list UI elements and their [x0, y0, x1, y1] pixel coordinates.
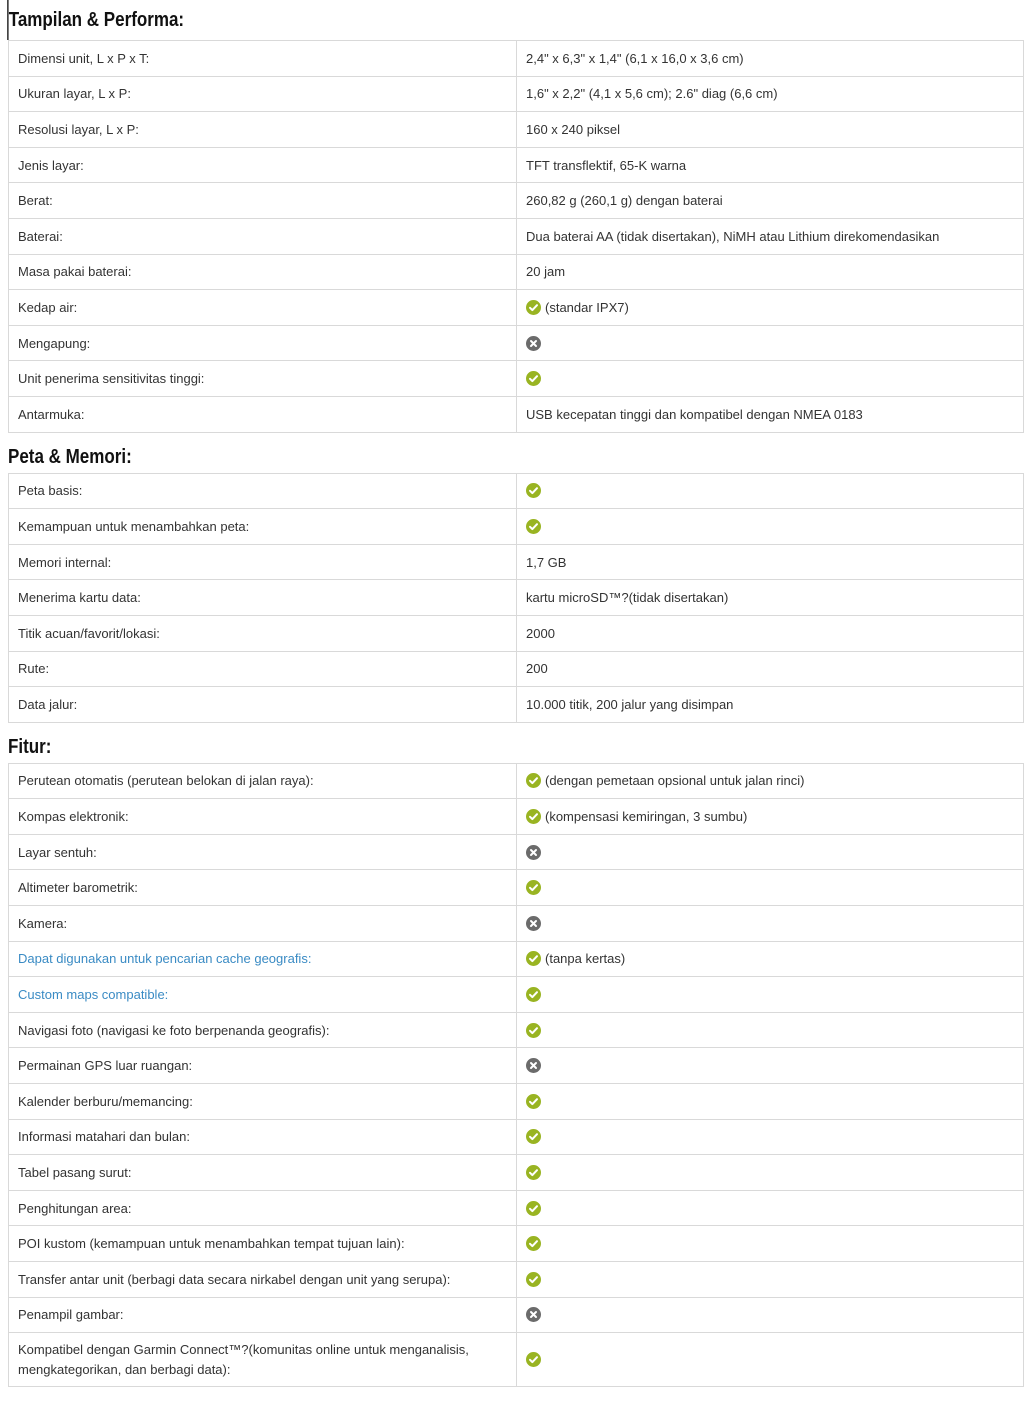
check-icon	[526, 1165, 541, 1180]
spec-value-cell	[517, 1155, 1024, 1191]
spec-row	[9, 941, 1024, 977]
check-icon	[526, 880, 541, 895]
spec-value: 160 x 240 piksel	[526, 121, 620, 137]
spec-label: Perutean otomatis (perutean belokan di jalan raya):	[18, 773, 314, 789]
spec-label-cell	[9, 1333, 517, 1387]
spec-label: Altimeter barometrik:	[18, 880, 138, 896]
section-title: Fitur:	[8, 735, 52, 758]
check-icon	[526, 1236, 541, 1251]
spec-label-cell	[9, 870, 517, 906]
spec-value: 10.000 titik, 200 jalur yang disimpan	[526, 696, 734, 712]
spec-row	[9, 1012, 1024, 1048]
spec-row	[9, 906, 1024, 942]
check-icon	[526, 1272, 541, 1287]
spec-value-cell	[517, 977, 1024, 1013]
spec-value: 260,82 g (260,1 g) dengan baterai	[526, 193, 723, 209]
spec-label-cell	[9, 1084, 517, 1120]
spec-label: Unit penerima sensitivitas tinggi:	[18, 371, 205, 387]
spec-label-cell	[9, 651, 517, 687]
spec-label-cell	[9, 977, 517, 1013]
spec-row	[9, 41, 1024, 77]
spec-row	[9, 1333, 1024, 1387]
spec-value-cell	[517, 870, 1024, 906]
spec-value: 2000	[526, 625, 555, 641]
spec-value: kartu microSD™?(tidak disertakan)	[526, 590, 729, 606]
spec-row	[9, 1297, 1024, 1333]
spec-value-cell	[517, 76, 1024, 112]
spec-label: Kompatibel dengan Garmin Connect™?(komunitas online untuk menganalisis, mengkategorikan, dan berbagi data):	[18, 1341, 469, 1377]
spec-label-cell	[9, 76, 517, 112]
spec-row	[9, 1190, 1024, 1226]
spec-value-cell	[517, 1048, 1024, 1084]
spec-value-cell	[517, 1012, 1024, 1048]
spec-row	[9, 1226, 1024, 1262]
spec-label-cell	[9, 218, 517, 254]
spec-label-link[interactable]: Dapat digunakan untuk pencarian cache geografis:	[18, 951, 312, 967]
spec-value: TFT transflektif, 65-K warna	[526, 157, 687, 173]
spec-label: Baterai:	[18, 228, 63, 244]
spec-row	[9, 651, 1024, 687]
spec-label-cell	[9, 41, 517, 77]
spec-label: Informasi matahari dan bulan:	[18, 1129, 190, 1145]
spec-row	[9, 473, 1024, 509]
check-icon	[526, 300, 541, 315]
check-icon	[526, 1023, 541, 1038]
spec-row	[9, 615, 1024, 651]
spec-label: Kemampuan untuk menambahkan peta:	[18, 518, 250, 534]
spec-label-cell	[9, 1012, 517, 1048]
spec-label: Ukuran layar, L x P:	[18, 86, 131, 102]
section-title: Tampilan & Performa:	[7, 0, 871, 40]
spec-label: Mengapung:	[18, 335, 91, 351]
spec-row	[9, 1119, 1024, 1155]
spec-table	[8, 473, 1024, 723]
spec-value-cell	[517, 290, 1024, 326]
spec-label-cell	[9, 763, 517, 799]
spec-label-cell	[9, 580, 517, 616]
spec-label: Masa pakai baterai:	[18, 264, 132, 280]
check-icon	[526, 519, 541, 534]
spec-value-cell	[517, 183, 1024, 219]
spec-label-cell	[9, 396, 517, 432]
spec-value-cell	[517, 473, 1024, 509]
cross-icon	[526, 845, 541, 860]
spec-row	[9, 1262, 1024, 1298]
spec-value-cell	[517, 396, 1024, 432]
spec-row	[9, 763, 1024, 799]
cross-icon	[526, 916, 541, 931]
spec-label-cell	[9, 254, 517, 290]
spec-label: Rute:	[18, 661, 50, 677]
spec-label-cell	[9, 799, 517, 835]
spec-label-cell	[9, 290, 517, 326]
spec-value-cell	[517, 615, 1024, 651]
spec-label: Titik acuan/favorit/lokasi:	[18, 625, 160, 641]
spec-value-cell	[517, 1333, 1024, 1387]
spec-label: Menerima kartu data:	[18, 590, 141, 606]
cross-icon	[526, 1058, 541, 1073]
spec-value: 200	[526, 661, 548, 677]
spec-value-cell	[517, 941, 1024, 977]
spec-value: 1,7 GB	[526, 554, 567, 570]
spec-row	[9, 183, 1024, 219]
spec-label: Data jalur:	[18, 696, 78, 712]
spec-row	[9, 112, 1024, 148]
spec-table	[8, 763, 1024, 1388]
spec-value-cell	[517, 1297, 1024, 1333]
spec-value-cell	[517, 906, 1024, 942]
spec-label-cell	[9, 1297, 517, 1333]
spec-label-cell	[9, 687, 517, 723]
spec-label-cell	[9, 1226, 517, 1262]
spec-value-cell	[517, 651, 1024, 687]
spec-label: Penampil gambar:	[18, 1307, 124, 1323]
section-title: Peta & Memori:	[8, 445, 132, 468]
spec-value-cell	[517, 41, 1024, 77]
check-icon	[526, 1129, 541, 1144]
spec-row	[9, 1084, 1024, 1120]
spec-value: 2,4" x 6,3" x 1,4" (6,1 x 16,0 x 3,6 cm)	[526, 50, 744, 66]
spec-value: 20 jam	[526, 264, 566, 280]
spec-label: POI kustom (kemampuan untuk menambahkan tempat tujuan lain):	[18, 1236, 405, 1252]
spec-label: Transfer antar unit (berbagi data secara nirkabel dengan unit yang serupa):	[18, 1271, 451, 1287]
spec-label: Layar sentuh:	[18, 844, 97, 860]
spec-row	[9, 509, 1024, 545]
spec-label-cell	[9, 834, 517, 870]
spec-row	[9, 147, 1024, 183]
spec-label: Dimensi unit, L x P x T:	[18, 50, 150, 66]
spec-value: 1,6" x 2,2" (4,1 x 5,6 cm); 2.6" diag (6,6 cm)	[526, 86, 778, 102]
check-icon	[526, 371, 541, 386]
check-icon	[526, 1201, 541, 1216]
spec-label: Permainan GPS luar ruangan:	[18, 1058, 193, 1074]
spec-label: Antarmuka:	[18, 406, 85, 422]
spec-value-cell	[517, 687, 1024, 723]
spec-label: Kompas elektronik:	[18, 809, 129, 825]
spec-label: Kamera:	[18, 915, 68, 931]
spec-value-cell	[517, 799, 1024, 835]
spec-row	[9, 254, 1024, 290]
cross-icon	[526, 336, 541, 351]
spec-label: Berat:	[18, 193, 53, 209]
spec-label-cell	[9, 615, 517, 651]
spec-row	[9, 325, 1024, 361]
spec-label-cell	[9, 325, 517, 361]
spec-row	[9, 1048, 1024, 1084]
spec-value-cell	[517, 254, 1024, 290]
spec-value-cell	[517, 1119, 1024, 1155]
spec-value-cell	[517, 1084, 1024, 1120]
spec-row	[9, 977, 1024, 1013]
spec-row	[9, 1155, 1024, 1191]
spec-row	[9, 870, 1024, 906]
spec-label-cell	[9, 509, 517, 545]
spec-label-cell	[9, 906, 517, 942]
spec-label-cell	[9, 147, 517, 183]
spec-value-cell	[517, 147, 1024, 183]
spec-value: (dengan pemetaan opsional untuk jalan rinci)	[545, 773, 805, 789]
spec-row	[9, 544, 1024, 580]
spec-label-cell	[9, 473, 517, 509]
spec-label: Resolusi layar, L x P:	[18, 121, 139, 137]
spec-value-cell	[517, 1226, 1024, 1262]
spec-label-cell	[9, 941, 517, 977]
check-icon	[526, 1352, 541, 1367]
spec-row	[9, 290, 1024, 326]
spec-value-cell	[517, 834, 1024, 870]
spec-label: Navigasi foto (navigasi ke foto berpenanda geografis):	[18, 1022, 330, 1038]
spec-label-cell	[9, 361, 517, 397]
spec-label: Jenis layar:	[18, 157, 84, 173]
check-icon	[526, 809, 541, 824]
spec-row	[9, 687, 1024, 723]
spec-row	[9, 396, 1024, 432]
spec-label-link[interactable]: Custom maps compatible:	[18, 987, 169, 1003]
spec-value-cell	[517, 218, 1024, 254]
spec-value: USB kecepatan tinggi dan kompatibel dengan NMEA 0183	[526, 406, 863, 422]
spec-label-cell	[9, 544, 517, 580]
spec-value: (kompensasi kemiringan, 3 sumbu)	[545, 809, 748, 825]
spec-table	[8, 40, 1024, 433]
spec-row	[9, 834, 1024, 870]
cross-icon	[526, 1307, 541, 1322]
spec-label-cell	[9, 1262, 517, 1298]
spec-row	[9, 799, 1024, 835]
spec-value-cell	[517, 1262, 1024, 1298]
spec-value-cell	[517, 361, 1024, 397]
spec-value: (tanpa kertas)	[545, 951, 626, 967]
check-icon	[526, 987, 541, 1002]
check-icon	[526, 1094, 541, 1109]
spec-label-cell	[9, 1190, 517, 1226]
spec-row	[9, 361, 1024, 397]
spec-label-cell	[9, 1155, 517, 1191]
spec-row	[9, 218, 1024, 254]
spec-value-cell	[517, 544, 1024, 580]
check-icon	[526, 951, 541, 966]
spec-label: Kedap air:	[18, 299, 78, 315]
spec-label: Penghitungan area:	[18, 1200, 132, 1216]
spec-label-cell	[9, 112, 517, 148]
check-icon	[526, 483, 541, 498]
spec-label: Kalender berburu/memancing:	[18, 1093, 193, 1109]
check-icon	[526, 773, 541, 788]
spec-value-cell	[517, 509, 1024, 545]
spec-label-cell	[9, 1048, 517, 1084]
spec-row	[9, 580, 1024, 616]
spec-row	[9, 76, 1024, 112]
spec-label: Tabel pasang surut:	[18, 1165, 132, 1181]
spec-value-cell	[517, 763, 1024, 799]
spec-label: Memori internal:	[18, 554, 112, 570]
spec-value-cell	[517, 580, 1024, 616]
spec-value: Dua baterai AA (tidak disertakan), NiMH atau Lithium direkomendasikan	[526, 228, 940, 244]
spec-label-cell	[9, 1119, 517, 1155]
spec-value: (standar IPX7)	[545, 299, 629, 315]
spec-value-cell	[517, 112, 1024, 148]
spec-value-cell	[517, 325, 1024, 361]
spec-value-cell	[517, 1190, 1024, 1226]
spec-label-cell	[9, 183, 517, 219]
spec-label: Peta basis:	[18, 483, 83, 499]
